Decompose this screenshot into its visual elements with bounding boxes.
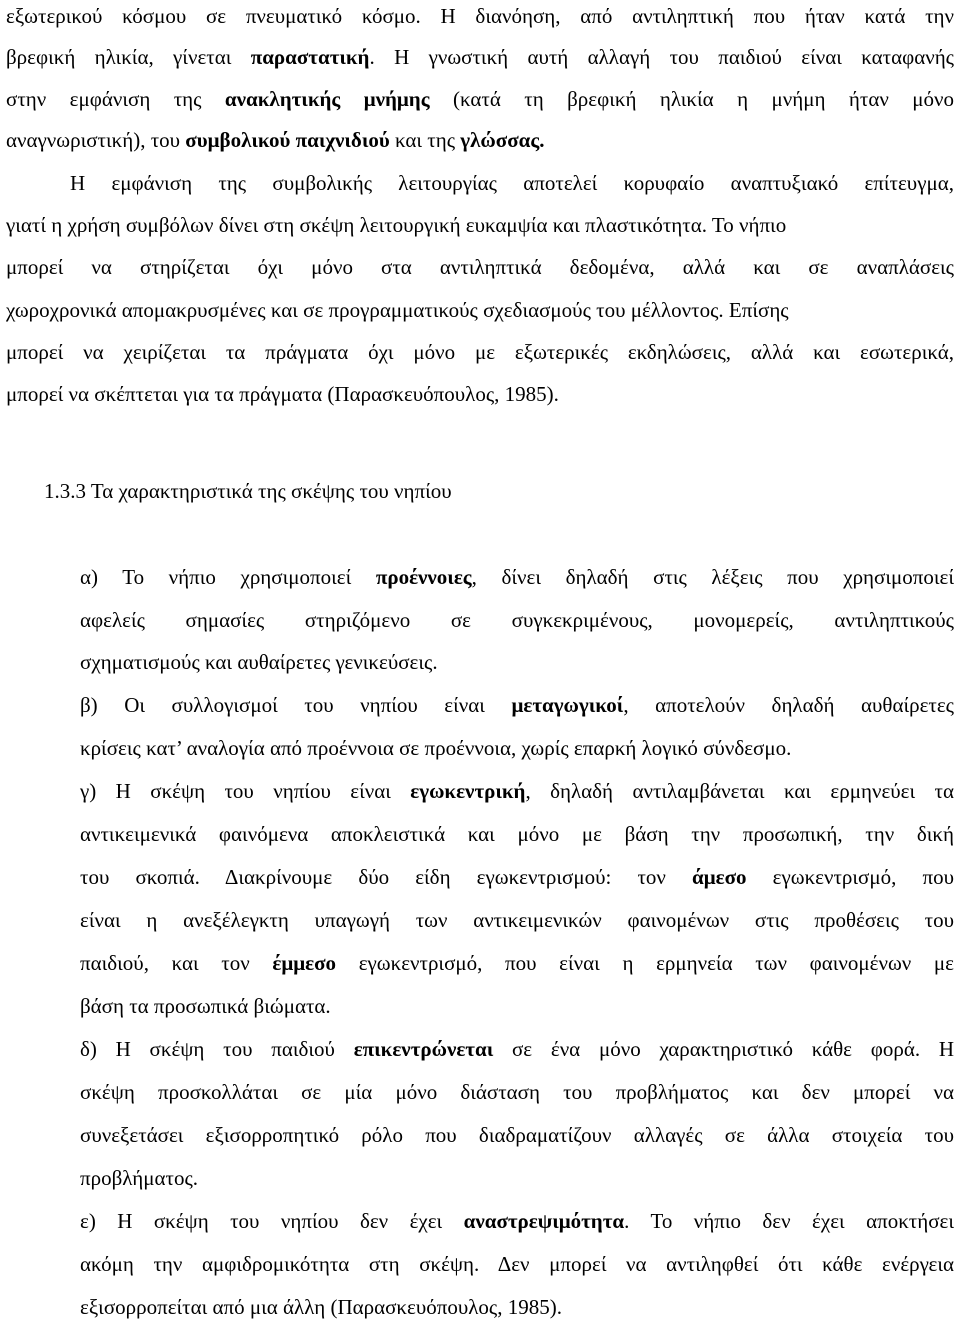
text-line: ακόμη την αμφιδρομικότητα στη σκέψη. Δεν μπορεί να αντιληφθεί ότι κάθε ενέργεια bbox=[80, 1252, 955, 1276]
text-line: Η εμφάνιση της συμβολικής λειτουργίας αποτελεί κορυφαίο αναπτυξιακό επίτευγμα, bbox=[70, 171, 954, 195]
text-line: αντικειμενικά φαινόμενα αποκλειστικά και μόνο με βάση την προσωπική, την δική bbox=[80, 822, 954, 846]
text-line: μπορεί να σκέπτεται για τα πράγματα (Παρασκευόπουλος, 1985). bbox=[6, 382, 559, 406]
bold-term: αναστρεψιμότητα bbox=[463, 1209, 625, 1233]
bold-term: συμβολικού παιχνιδιού bbox=[185, 128, 390, 152]
bold-term: γλώσσας. bbox=[460, 128, 545, 152]
text-line: εξισορροπείται από μια άλλη (Παρασκευόπουλος, 1985). bbox=[80, 1295, 562, 1319]
bold-term: μεταγωγικοί bbox=[511, 693, 624, 717]
text-line: βρεφική ηλικία, γίνεται παραστατική. Η γνωστική αυτή αλλαγή του παιδιού είναι καταφανής bbox=[6, 45, 954, 69]
bold-term: προέννοιες bbox=[375, 565, 472, 589]
text-line: παιδιού, και τον έμμεσο εγωκεντρισμό, που είναι η ερμηνεία των φαινομένων με bbox=[80, 951, 954, 975]
text-line: σχηματισμούς και αυθαίρετες γενικεύσεις. bbox=[80, 650, 438, 674]
text-line: μπορεί να χειρίζεται τα πράγματα όχι μόνο με εξωτερικές εκδηλώσεις, αλλά και εσωτερικά, bbox=[6, 340, 954, 364]
bold-term: ανακλητικής μνήμης bbox=[224, 87, 430, 111]
bold-term: άμεσο bbox=[692, 865, 747, 889]
list-item: ε) Η σκέψη του νηπίου δεν έχει αναστρεψιμότητα. Το νήπιο δεν έχει αποκτήσει bbox=[80, 1209, 954, 1233]
text-line: του σκοπιά. Διακρίνουμε δύο είδη εγωκεντρισμού: τον άμεσο εγωκεντρισμό, που bbox=[80, 865, 954, 889]
text-line: βάση τα προσωπικά βιώματα. bbox=[80, 994, 331, 1018]
bold-term: παραστατική bbox=[250, 45, 370, 69]
text-line: εξωτερικού κόσμου σε πνευματικό κόσμο. Η διανόηση, από αντιληπτική που ήταν κατά την bbox=[6, 4, 954, 28]
text-line: συνεξετάσει εξισορροπητικό ρόλο που διαδραματίζουν αλλαγές σε άλλα στοιχεία του bbox=[80, 1123, 954, 1147]
text-line: κρίσεις κατ’ αναλογία από προέννοια σε προέννοια, χωρίς επαρκή λογικό σύνδεσμο. bbox=[80, 736, 792, 760]
bold-term: εγωκεντρική bbox=[410, 779, 526, 803]
bold-term: επικεντρώνεται bbox=[353, 1037, 494, 1061]
text-line: είναι η ανεξέλεγκτη υπαγωγή των αντικειμενικών φαινομένων στις προθέσεις του bbox=[80, 908, 954, 932]
text-line: μπορεί να στηρίζεται όχι μόνο στα αντιληπτικά δεδομένα, αλλά και σε αναπλάσεις bbox=[6, 255, 954, 279]
text-line: στην εμφάνιση της ανακλητικής μνήμης (κατά τη βρεφική ηλικία η μνήμη ήταν μόνο bbox=[6, 87, 954, 111]
text-line: σκέψη προσκολλάται σε μία μόνο διάσταση του προβλήματος και δεν μπορεί να bbox=[80, 1080, 954, 1104]
text-line: αναγνωριστική), του συμβολικού παιχνιδιού και της γλώσσας. bbox=[6, 128, 545, 152]
text-line: προβλήματος. bbox=[80, 1166, 199, 1190]
list-item: β) Οι συλλογισμοί του νηπίου είναι μεταγωγικοί, αποτελούν δηλαδή αυθαίρετες bbox=[80, 693, 954, 717]
text-line: χωροχρονικά απομακρυσμένες και σε προγραμματικούς σχεδιασμούς του μέλλοντος. Επίσης bbox=[6, 298, 789, 322]
bold-term: έμμεσο bbox=[272, 951, 337, 975]
text-line: αφελείς σημασίες στηριζόμενο σε συγκεκριμένους, μονομερείς, αντιληπτικούς bbox=[80, 608, 954, 632]
list-item: δ) Η σκέψη του παιδιού επικεντρώνεται σε ένα μόνο χαρακτηριστικό κάθε φορά. Η bbox=[80, 1037, 954, 1061]
list-item: α) Το νήπιο χρησιμοποιεί προέννοιες, δίνει δηλαδή στις λέξεις που χρησιμοποιεί bbox=[80, 565, 954, 589]
text-line: γιατί η χρήση συμβόλων δίνει στη σκέψη λειτουργική ευκαμψία και πλαστικότητα. Το νήπιο bbox=[6, 213, 787, 237]
list-item: γ) Η σκέψη του νηπίου είναι εγωκεντρική, δηλαδή αντιλαμβάνεται και ερμηνεύει τα bbox=[80, 779, 954, 803]
section-heading: 1.3.3 Τα χαρακτηριστικά της σκέψης του νηπίου bbox=[44, 479, 452, 503]
